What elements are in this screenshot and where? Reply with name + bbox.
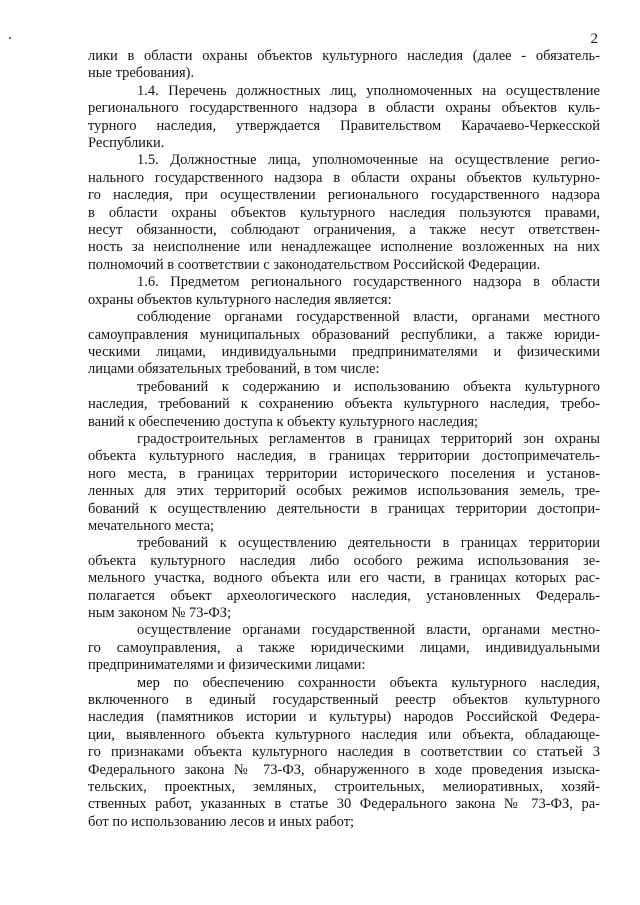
paragraph: [88, 274, 600, 309]
text-line: объекта культурного наследия, в границах территории достопримечатель-: [88, 448, 600, 465]
text-line: полномочий в соответствии с законодательством Российской Федерации.: [88, 256, 541, 273]
paragraph: [88, 675, 600, 832]
text-line: ленных для этих территорий особых режимов использования земель, тре-: [88, 483, 600, 500]
text-line: бований к осуществлению деятельности в границах территории достопри-: [88, 500, 600, 517]
text-line: ность за неисполнение или ненадлежащее исполнение возложенных на них: [88, 239, 600, 256]
text-line: ственных работ, указанных в статье 30 Федерального закона № 73-ФЗ, ра-: [88, 796, 600, 813]
document-body: [88, 48, 600, 831]
text-line: Федерального закона № 73-ФЗ, обнаруженного в ходе проведения изыска-: [88, 761, 600, 778]
paragraph: [88, 379, 600, 431]
paragraph: [88, 535, 600, 622]
text-line: мечательного места;: [88, 517, 215, 534]
text-line: включенного в единый государственный реестр объектов культурного: [88, 692, 600, 709]
text-line: соблюдение органами государственной власти, органами местного: [137, 309, 600, 326]
text-line: самоуправления муниципальных образований республики, а также юриди-: [88, 326, 600, 343]
text-line: наследия, требований к сохранению объекта культурного наследия, требо-: [88, 396, 600, 413]
paragraph: [88, 48, 600, 83]
text-line: Республики.: [88, 135, 165, 152]
text-line: ные требования).: [88, 65, 195, 82]
text-line: го признаками объекта культурного наследия в соответствии со статьей 3: [88, 744, 600, 761]
paragraph: [88, 152, 600, 274]
scan-speck: [9, 37, 11, 39]
text-line: ваний к обеспечению доступа к объекту культурного наследия;: [88, 413, 479, 430]
text-line: мер по обеспечению сохранности объекта культурного наследия,: [137, 674, 600, 691]
text-line: осуществление органами государственной власти, органами местно-: [137, 622, 600, 639]
text-line: мельного участка, водного объекта или его части, в границах которых рас-: [88, 570, 600, 587]
text-line: полагается объект археологического наследия, установленных Федераль-: [88, 587, 600, 604]
paragraph: [88, 622, 600, 674]
text-line: градостроительных регламентов в границах территорий зон охраны: [137, 430, 600, 447]
text-line: требований к осуществлению деятельности в границах территории: [137, 535, 600, 552]
text-line: тельских, проектных, земляных, строительных, мелиоративных, хозяй-: [88, 779, 600, 796]
text-line: го самоуправления, а также юридическими лицами, индивидуальными: [88, 639, 600, 656]
text-line: ным законом № 73-ФЗ;: [88, 605, 232, 621]
text-line: 1.5. Должностные лица, уполномоченные на осуществление регио-: [137, 152, 600, 169]
text-line: 1.6. Предметом регионального государственного надзора в области: [137, 274, 600, 291]
text-line: го наследия, при осуществлении регионального государственного надзора: [88, 187, 600, 204]
text-line: регионального государственного надзора в области охраны объектов куль-: [88, 100, 600, 117]
text-line: ного места, в границах территории исторического поселения и установ-: [88, 465, 600, 482]
paragraph: [88, 83, 600, 153]
text-line: лики в области охраны объектов культурного наследия (далее - обязатель-: [88, 48, 600, 64]
text-line: наследия (памятников истории и культуры) народов Российской Федера-: [88, 709, 600, 726]
text-line: турного наследия, утверждается Правительством Карачаево-Черкесской: [88, 117, 600, 134]
paragraph: [88, 309, 600, 379]
page-number: 2: [590, 31, 598, 47]
text-line: требований к содержанию и использованию объекта культурного: [137, 378, 600, 395]
text-line: ции, выявленного объекта культурного наследия или объекта, обладающе-: [88, 726, 600, 743]
text-line: нального государственного надзора в области охраны объектов культурно-: [88, 169, 600, 186]
text-line: несут обязанности, соблюдают ограничения, а также несут ответствен-: [88, 222, 600, 239]
text-line: в области охраны объектов культурного наследия пользуются правами,: [88, 204, 600, 221]
paragraph: [88, 431, 600, 535]
text-line: охраны объектов культурного наследия является:: [88, 291, 392, 308]
text-line: ческими лицами, индивидуальными предпринимателями и физическими: [88, 343, 600, 360]
text-line: 1.4. Перечень должностных лиц, уполномоченных на осуществление: [137, 82, 600, 99]
text-line: объекта культурного наследия либо особого режима использования зе-: [88, 552, 600, 569]
text-line: лицами обязательных требований, в том числе:: [88, 361, 380, 378]
text-line: предпринимателями и физическими лицами:: [88, 657, 366, 674]
text-line: бот по использованию лесов и иных работ;: [88, 813, 355, 830]
